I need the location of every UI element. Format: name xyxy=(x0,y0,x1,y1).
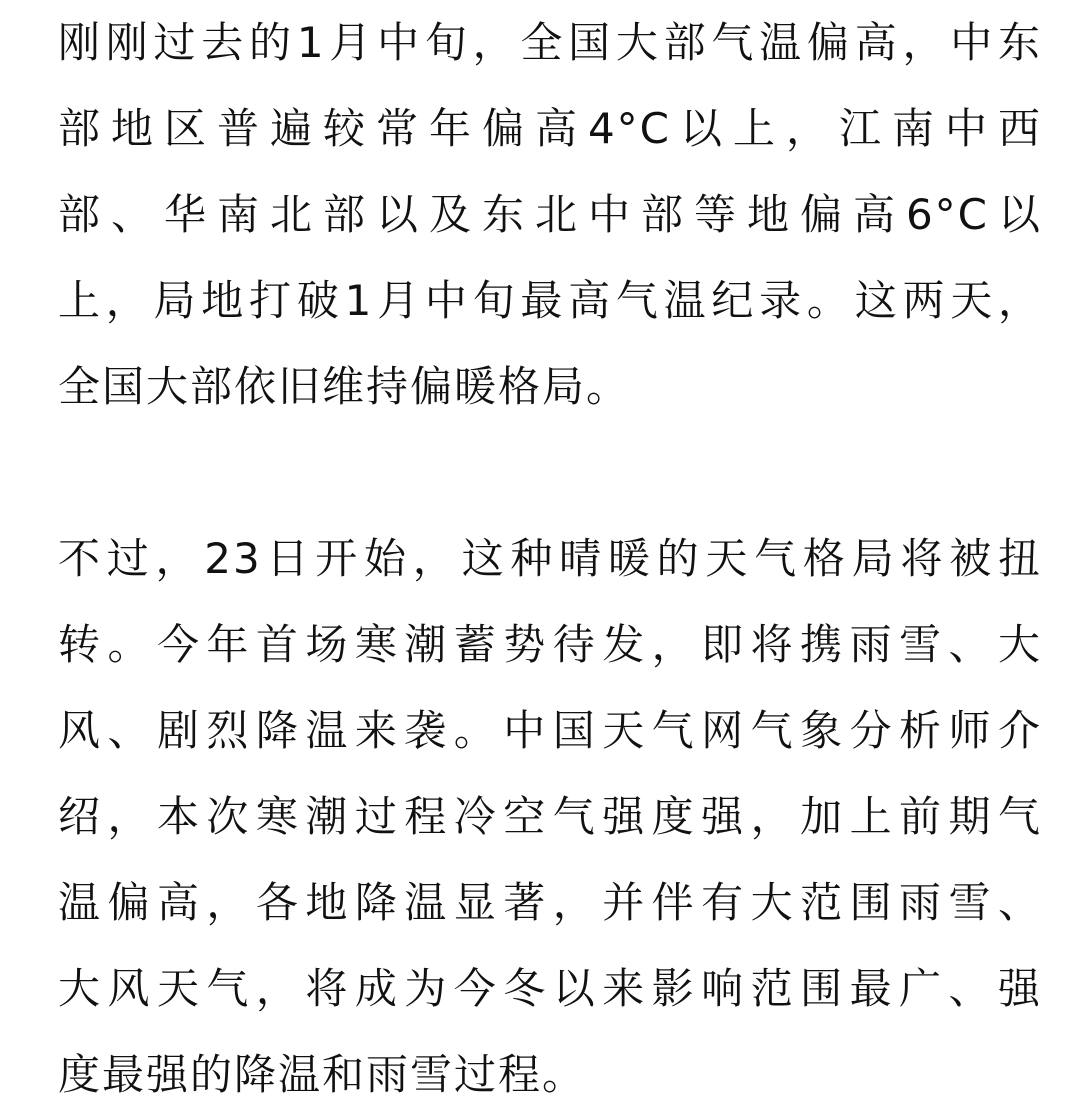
text-line: 度最强的降温和雨雪过程。 xyxy=(58,1050,587,1099)
paragraph-2 xyxy=(58,516,1042,1118)
text-line: 大风天气，将成为今冬以来影响范围最广、强 xyxy=(58,964,1042,1013)
text-line: 绍，本次寒潮过程冷空气强度强，加上前期气 xyxy=(58,792,1042,841)
text-line: 上，局地打破1月中旬最高气温纪录。这两天， xyxy=(58,276,1042,325)
text-line: 不过，23日开始，这种晴暖的天气格局将被扭 xyxy=(58,534,1042,583)
paragraph-1 xyxy=(58,0,1042,430)
text-line: 温偏高，各地降温显著，并伴有大范围雨雪、 xyxy=(58,878,1042,927)
text-line: 风、剧烈降温来袭。中国天气网气象分析师介 xyxy=(58,706,1042,755)
text-line: 转。今年首场寒潮蓄势待发，即将携雨雪、大 xyxy=(58,620,1042,669)
text-line: 全国大部依旧维持偏暖格局。 xyxy=(58,362,631,411)
text-line: 部、华南北部以及东北中部等地偏高6°C以 xyxy=(58,190,1042,239)
text-line: 刚刚过去的1月中旬，全国大部气温偏高，中东 xyxy=(58,18,1042,67)
text-line: 部地区普遍较常年偏高4°C以上，江南中西 xyxy=(58,104,1042,153)
article-body xyxy=(58,0,1042,1118)
